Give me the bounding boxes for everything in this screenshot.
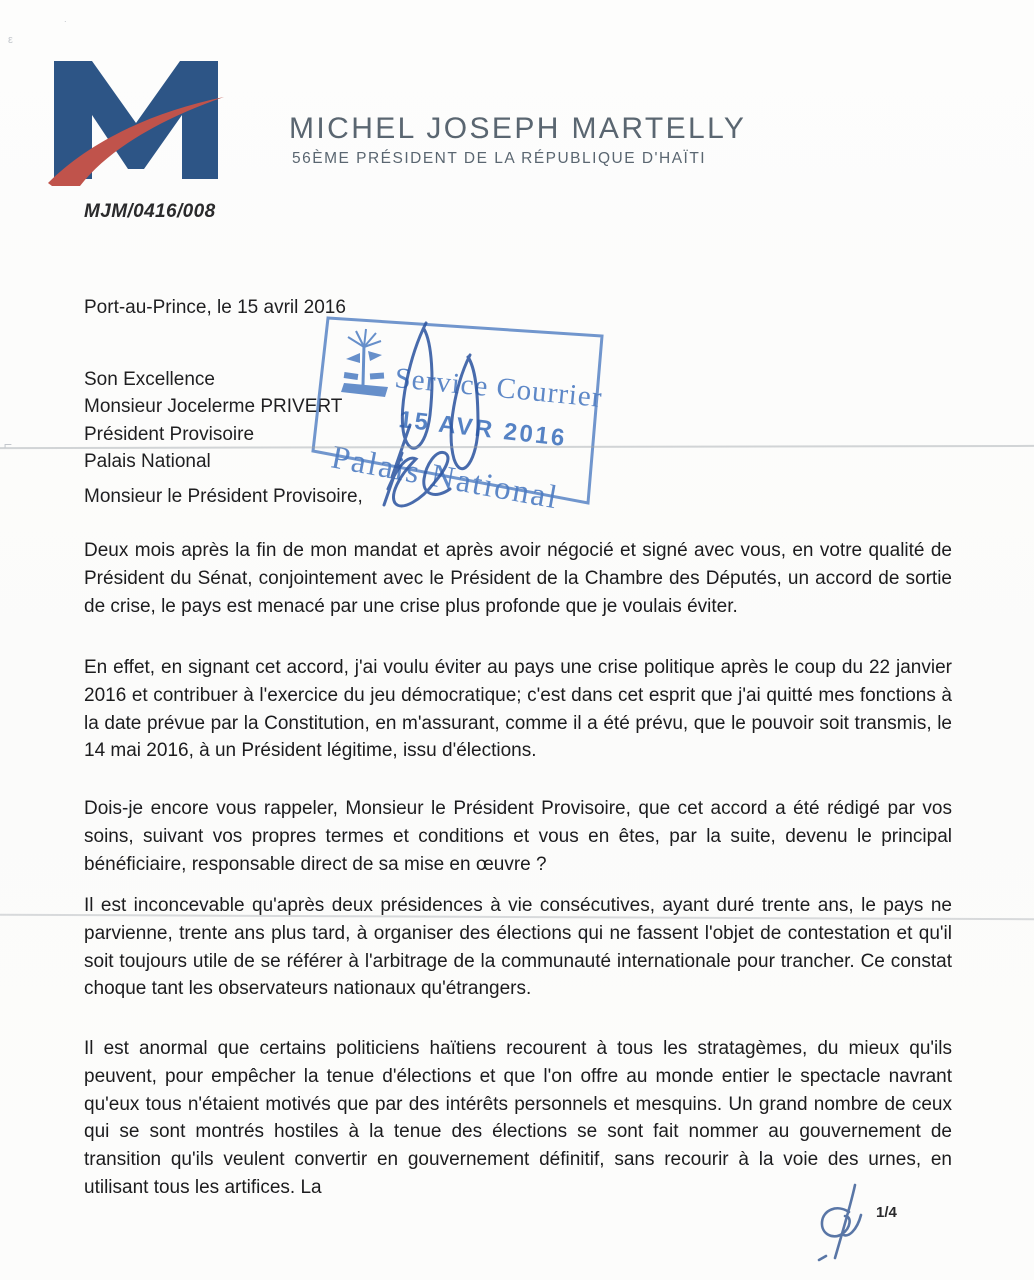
page-number-label: 1/4 — [876, 1204, 897, 1221]
recipient-line: Palais National — [84, 450, 211, 472]
recipient-line: Son Excellence — [84, 369, 215, 390]
scan-speck-artifact: ˙ — [64, 20, 68, 32]
haiti-coat-of-arms-icon — [341, 329, 388, 397]
letter-salutation: Monsieur le Président Provisoire, — [84, 486, 363, 507]
letter-paragraph: Il est inconcevable qu'après deux présidences à vie consécutives, ayant duré trente ans, le pays ne parvienne, trente ans plus tard, à organiser des élections qui ne fassent l'objet de contestation et qu'il soit toujours utile de se référer à l'arbitrage de la communauté internationale pour trancher. Ce constat choque tant les observateurs nationaux qu'étrangers. — [84, 895, 952, 1000]
stamp-date-text: 15 AVR 2016 — [397, 406, 569, 453]
scan-speck-artifact: ⌐ — [4, 436, 13, 452]
letterhead-subtitle: 56ÈME PRÉSIDENT DE LA RÉPUBLIQUE D'HAÏTI — [292, 150, 707, 167]
initials-paraph-ink — [815, 1182, 885, 1270]
martelly-m-logo — [46, 53, 226, 187]
letter-paragraph: En effet, en signant cet accord, j'ai voulu éviter au pays une crise politique après le coup du 22 janvier 2016 et contribuer à l'exercice du jeu démocratique; c'est dans cet esprit que j'ai quitté mes fonctions à la date prévue par la Constitution, en m'assurant, comme il a été prévu, que le pouvoir soit transmis, le 14 mai 2016, à un Président légitime, issu d'élections. — [84, 657, 952, 762]
letter-paragraph: Deux mois après la fin de mon mandat et après avoir négocié et signé avec vous, en votre qualité de Président du Sénat, conjointement avec le Président de la Chambre des Députés, un accord de sortie de crise, le pays est menacé par une crise plus profonde que je voulais éviter. — [84, 540, 952, 617]
stamp-line1-text: Service Courrier — [393, 362, 604, 414]
stamp-line2-text: Palais National — [328, 439, 562, 517]
recipient-line: Président Provisoire — [84, 423, 255, 445]
letter-paragraph: Il est anormal que certains politiciens haïtiens recourent à tous les stratagèmes, du mieux qu'ils peuvent, pour empêcher la tenue d'élections et que l'on offre au monde entier le spectacle navrant qu'eux tous n'étaient motivés que par des intérêts personnels et mesquins. Un grand nombre de ceux qui se sont montrés hostiles à la tenue des élections se sont fait nommer au gouvernement de transition qu'ils veulent convertir en gouvernement définitif, sans recourir à la voie des urnes, en utilisant tous les artifices. La — [84, 1038, 952, 1198]
letterhead-name: MICHEL JOSEPH MARTELLY — [289, 112, 747, 145]
scan-speck-artifact: ε — [8, 34, 13, 46]
letter-paragraph: Dois-je encore vous rappeler, Monsieur le Président Provisoire, que cet accord a été rédigé par vos soins, suivant vos propres termes et conditions et vous en êtes, par la suite, devenu le principal bénéficiaire, responsable direct de sa mise en œuvre ? — [84, 798, 952, 875]
letter-reference-number: MJM/0416/008 — [84, 201, 216, 222]
letter-dateline: Port-au-Prince, le 15 avril 2016 — [84, 297, 346, 318]
recipient-line: Monsieur Jocelerme PRIVERT — [84, 396, 343, 418]
